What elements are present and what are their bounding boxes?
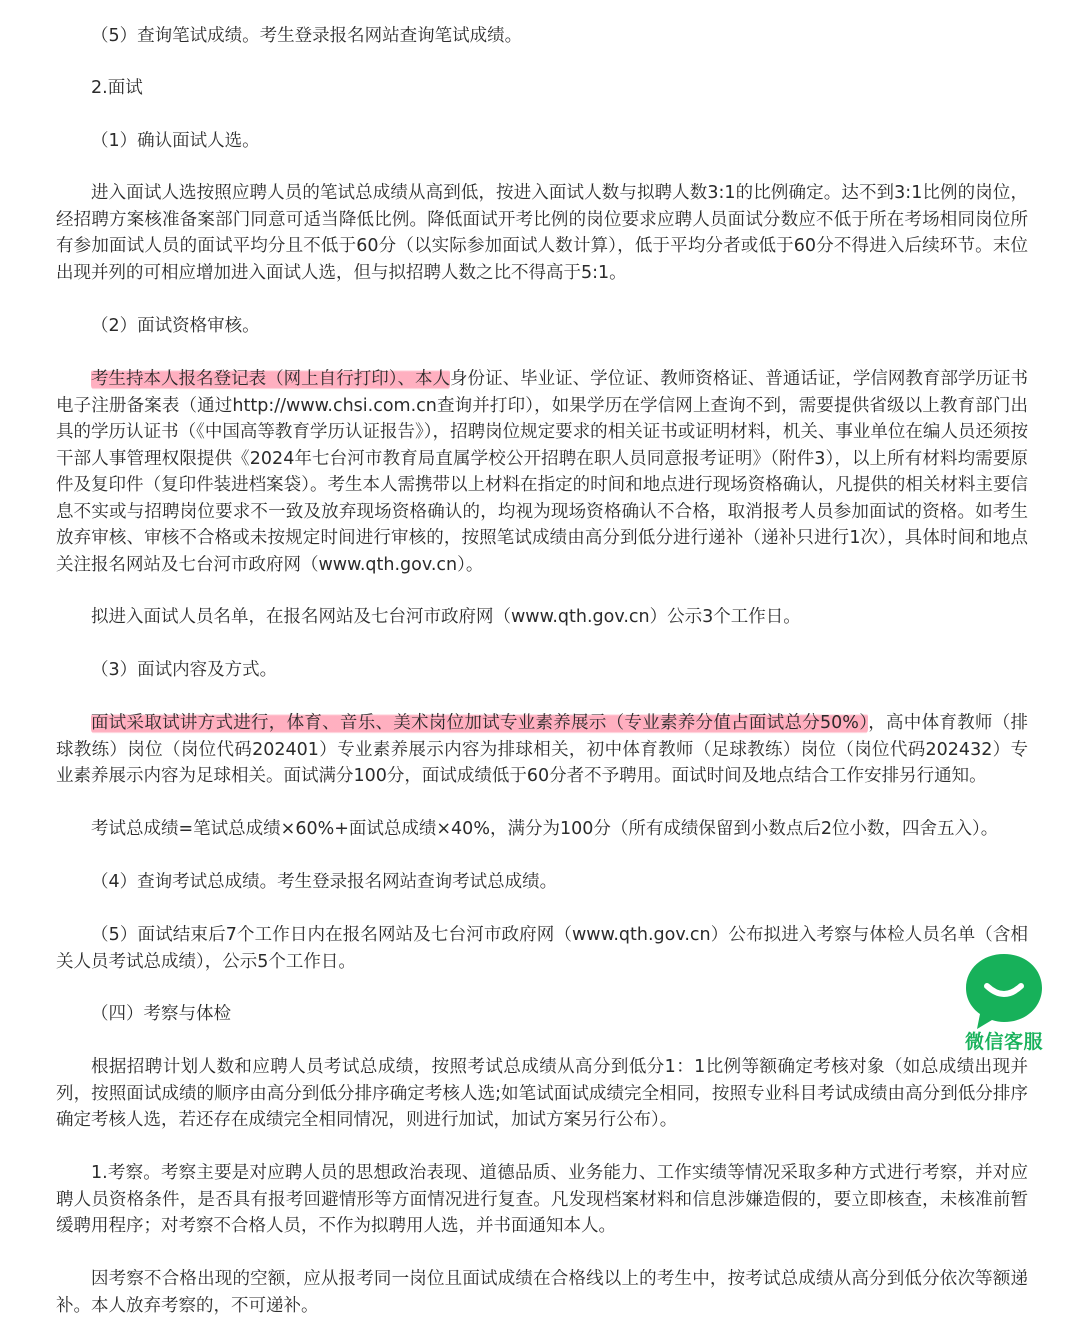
paragraph-interview-list-publicity: 拟进入面试人员名单，在报名网站及七台河市政府网（www.qth.gov.cn）公示3个工作日。 xyxy=(91,607,801,627)
paragraph-query-written-score: （5）查询笔试成绩。考生登录报名网站查询笔试成绩。 xyxy=(91,26,523,46)
paragraph-text: 身份证、毕业证、学位证、教师资格证、普通话证，学信网教育部学历证书电子注册备案表（通过http://www.chsi.com.cn查询并打印），如果学历在学信网上查询不到，需要提供省级以上教育部门出具的学历认证书（《中国高等教育学历认证报告》），招聘岗位规定要求的相关证书或证明材料，机关、事业单位在编人员还须按干部人事管理权限提供《2024年七台河市教育局直属学校公开招聘在职人员同意报考证明》（附件3），以上所有材料均需要原件及复印件（复印件装进档案袋）。考生本人需携带以上材料在指定的时间和地点进行现场资格确认，凡提供的相关材料主要信息不实或与招聘岗位要求不一致及放弃现场资格确认的，均视为现场资格确认不合格，取消报考人员参加面试的资格。如考生放弃审核、审核不合格或未按规定时间进行审核的，按照笔试成绩由高分到低分进行递补（递补只进行1次），具体时间和地点关注报名网站及七台河市政府网（www.qth.gov.cn）。 xyxy=(56,369,1028,575)
heading-confirm-interview-candidates: （1）确认面试人选。 xyxy=(91,131,260,151)
heading-interview-content-method: （3）面试内容及方式。 xyxy=(91,660,278,680)
heading-inspection-and-physical-exam: （四）考察与体检 xyxy=(91,1004,231,1024)
paragraph-total-score-formula: 考试总成绩=笔试总成绩×60%+面试总成绩×40%，满分为100分（所有成绩保留到小数点后2位小数，四舍五入）。 xyxy=(91,819,999,839)
heading-interview: 2.面试 xyxy=(91,78,143,98)
paragraph-interview-selection-rules: 进入面试人选按照应聘人员的笔试总成绩从高到低，按进入面试人数与拟聘人数3:1的比例确定。达不到3:1比例的岗位，经招聘方案核准备案部门同意可适当降低比例。降低面试开考比例的岗位要求应聘人员面试分数应不低于所在考场相同岗位所有参加面试人员的面试平均分且不低于60分（以实际参加面试人数计算），低于平均分者或低于60分不得进入后续环节。末位出现并列的可相应增加进入面试人选，但与拟招聘人数之比不得高于5:1。 xyxy=(56,183,1028,283)
paragraph-inspection-list-publicity: （5）面试结束后7个工作日内在报名网站及七台河市政府网（www.qth.gov.cn）公布拟进入考察与体检人员名单（含相关人员考试总成绩），公示5个工作日。 xyxy=(56,925,1028,972)
highlighted-text: 考生持本人报名登记表（网上自行打印）、本人 xyxy=(91,369,451,389)
paragraph-determine-inspection-candidates: 根据招聘计划人数和应聘人员考试总成绩，按照考试总成绩从高分到低分1：1比例等额确定考核对象（如总成绩出现并列，按照面试成绩的顺序由高分到低分排序确定考核人选;如笔试面试成绩完全相同，按照专业科目考试成绩由高分到低分排序确定考核人选，若还存在成绩完全相同情况，则进行加试，加试方案另行公布）。 xyxy=(56,1057,1028,1130)
wechat-customer-service-label[interactable]: 微信客服 xyxy=(964,1031,1043,1053)
paragraph-interview-method xyxy=(56,710,1028,790)
wechat-customer-service-widget[interactable] xyxy=(952,950,1056,1060)
paragraph-query-total-score: （4）查询考试总成绩。考生登录报名网站查询考试总成绩。 xyxy=(91,872,558,892)
paragraph-vacancy-replacement: 因考察不合格出现的空额，应从报考同一岗位且面试成绩在合格线以上的考生中，按考试总成绩从高分到低分依次等额递补。本人放弃考察的，不可递补。 xyxy=(56,1269,1028,1316)
paragraph-text: ，高中体育教师（排球教练）岗位（岗位代码202401）专业素养展示内容为排球相关，初中体育教师（足球教练）岗位（岗位代码202432）专业素养展示内容为足球相关。面试满分100分，面试成绩低于60分者不予聘用。面试时间及地点结合工作安排另行通知。 xyxy=(56,713,1028,786)
paragraph-qualification-materials xyxy=(56,366,1028,578)
wechat-chat-icon[interactable] xyxy=(962,950,1046,1034)
heading-interview-qualification-review: （2）面试资格审核。 xyxy=(91,316,260,336)
highlighted-text: 面试采取试讲方式进行，体育、音乐、美术岗位加试专业素养展示（专业素养分值占面试总分50%） xyxy=(91,713,869,733)
paragraph-inspection-details: 1.考察。考察主要是对应聘人员的思想政治表现、道德品质、业务能力、工作实绩等情况采取多种方式进行考察，并对应聘人员资格条件，是否具有报考回避情形等方面情况进行复查。凡发现档案材料和信息涉嫌造假的，要立即核查，未核准前暂缓聘用程序；对考察不合格人员，不作为拟聘用人选，并书面通知本人。 xyxy=(56,1163,1028,1236)
